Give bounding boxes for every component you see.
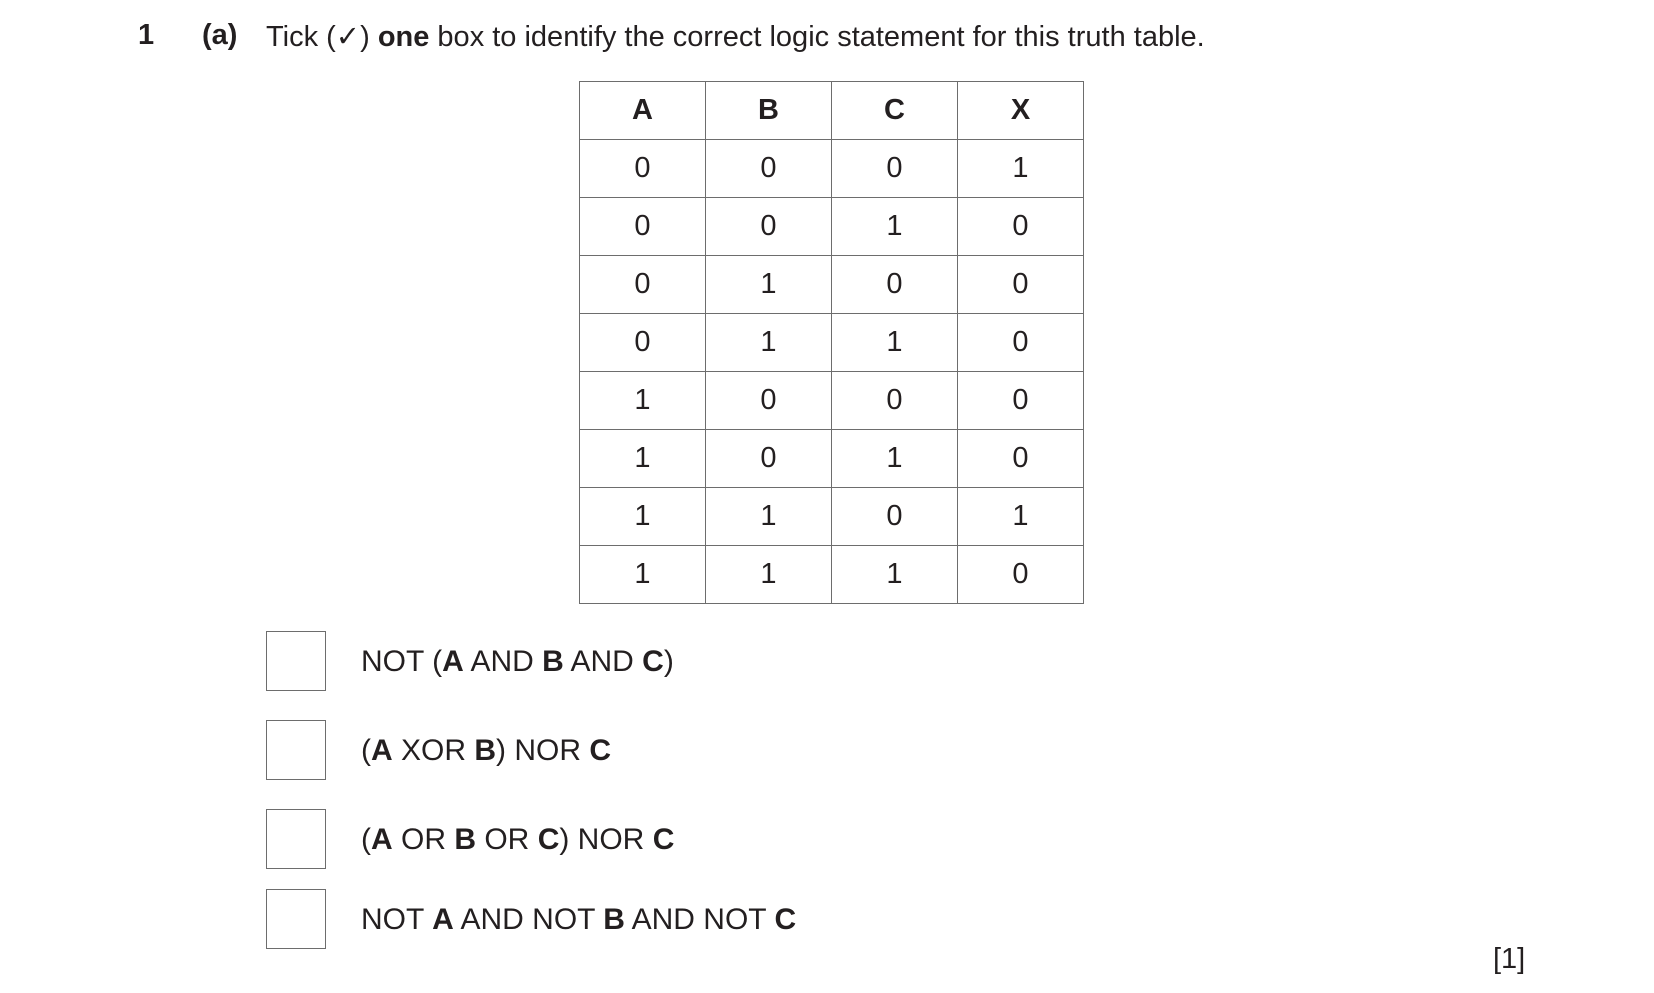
option-text-segment: C [537,823,560,856]
option-text-segment: ) [663,645,674,678]
truth-table-cell: 0 [580,256,706,314]
option-text-segment: OR [392,823,455,856]
truth-table-cell: 0 [580,198,706,256]
truth-table-row [580,256,1084,314]
truth-table-cell: 1 [706,314,832,372]
truth-table-cell: 1 [580,372,706,430]
option-3-label [361,809,674,871]
option-text-segment: XOR [392,734,475,767]
option-4-checkbox[interactable] [266,889,326,949]
option-1-checkbox[interactable] [266,631,326,691]
truth-table-cell: 0 [958,372,1084,430]
header-a: A [580,82,706,140]
option-text-segment: NOT [361,903,433,936]
option-1[interactable] [266,631,966,693]
option-2-checkbox[interactable] [266,720,326,780]
option-text-segment: ( [361,734,371,767]
truth-table-cell: 0 [958,198,1084,256]
truth-table-cell: 0 [706,430,832,488]
option-3-checkbox[interactable] [266,809,326,869]
truth-table-row [580,430,1084,488]
option-text-segment: A [442,645,464,678]
truth-table-cell: 0 [832,372,958,430]
option-text-segment: A [371,734,393,767]
question-text-emphasis: one [377,21,430,53]
truth-table-cell: 0 [958,546,1084,604]
option-4-label [361,889,796,951]
truth-table-header-row [580,82,1084,140]
header-b: B [706,82,832,140]
truth-table-cell: 0 [580,314,706,372]
marks-available: [1] [1493,943,1526,975]
header-x: X [958,82,1084,140]
truth-table-cell: 0 [832,488,958,546]
truth-table-body [580,140,1084,604]
truth-table-cell: 1 [832,430,958,488]
option-text-segment: A [432,903,454,936]
option-text-segment: A [371,823,393,856]
option-text-segment: C [774,903,797,936]
option-text-segment: C [652,823,675,856]
option-text-segment: ) NOR [559,823,653,856]
option-2[interactable] [266,720,966,782]
option-2-label [361,720,611,782]
option-text-segment: B [603,903,625,936]
option-1-label [361,631,674,693]
truth-table-row [580,546,1084,604]
truth-table-cell: 0 [580,140,706,198]
truth-table-cell: 1 [958,488,1084,546]
option-text-segment: B [542,645,564,678]
truth-table-cell: 1 [706,488,832,546]
truth-table-cell: 1 [832,314,958,372]
truth-table-cell: 0 [832,256,958,314]
option-text-segment: ) NOR [496,734,590,767]
truth-table-cell: 1 [580,488,706,546]
option-text-segment: OR [476,823,538,856]
option-text-segment: AND NOT [624,903,775,936]
option-text-segment: ( [361,823,371,856]
truth-table-cell: 1 [832,546,958,604]
truth-table-cell: 0 [958,430,1084,488]
question-part: (a) [202,19,238,51]
question-text [266,19,1205,54]
option-text-segment: AND NOT [453,903,604,936]
truth-table-cell: 0 [706,140,832,198]
truth-table-cell: 0 [832,140,958,198]
truth-table-cell: 1 [706,256,832,314]
truth-table-cell: 0 [706,372,832,430]
header-c: C [832,82,958,140]
truth-table-cell: 1 [706,546,832,604]
truth-table-cell: 0 [958,314,1084,372]
question-number: 1 [138,19,155,51]
truth-table-row [580,488,1084,546]
truth-table-row [580,198,1084,256]
option-text-segment: B [454,823,477,856]
truth-table-cell: 1 [580,430,706,488]
truth-table-cell: 1 [580,546,706,604]
truth-table-cell: 1 [958,140,1084,198]
truth-table-cell: 0 [958,256,1084,314]
truth-table [579,81,1084,604]
truth-table-row [580,372,1084,430]
question-text-end: box to identify the correct logic statement for this truth table. [429,21,1205,53]
option-text-segment: AND [563,645,643,678]
question-text-start: Tick (✓) [266,21,378,53]
option-3[interactable] [266,809,966,871]
option-text-segment: AND [463,645,543,678]
option-text-segment: NOT ( [361,645,443,678]
option-4[interactable] [266,889,966,951]
option-text-segment: C [589,734,612,767]
truth-table-row [580,314,1084,372]
option-text-segment: C [642,645,664,678]
truth-table-cell: 0 [706,198,832,256]
truth-table-row [580,140,1084,198]
option-text-segment: B [474,734,497,767]
truth-table-cell: 1 [832,198,958,256]
